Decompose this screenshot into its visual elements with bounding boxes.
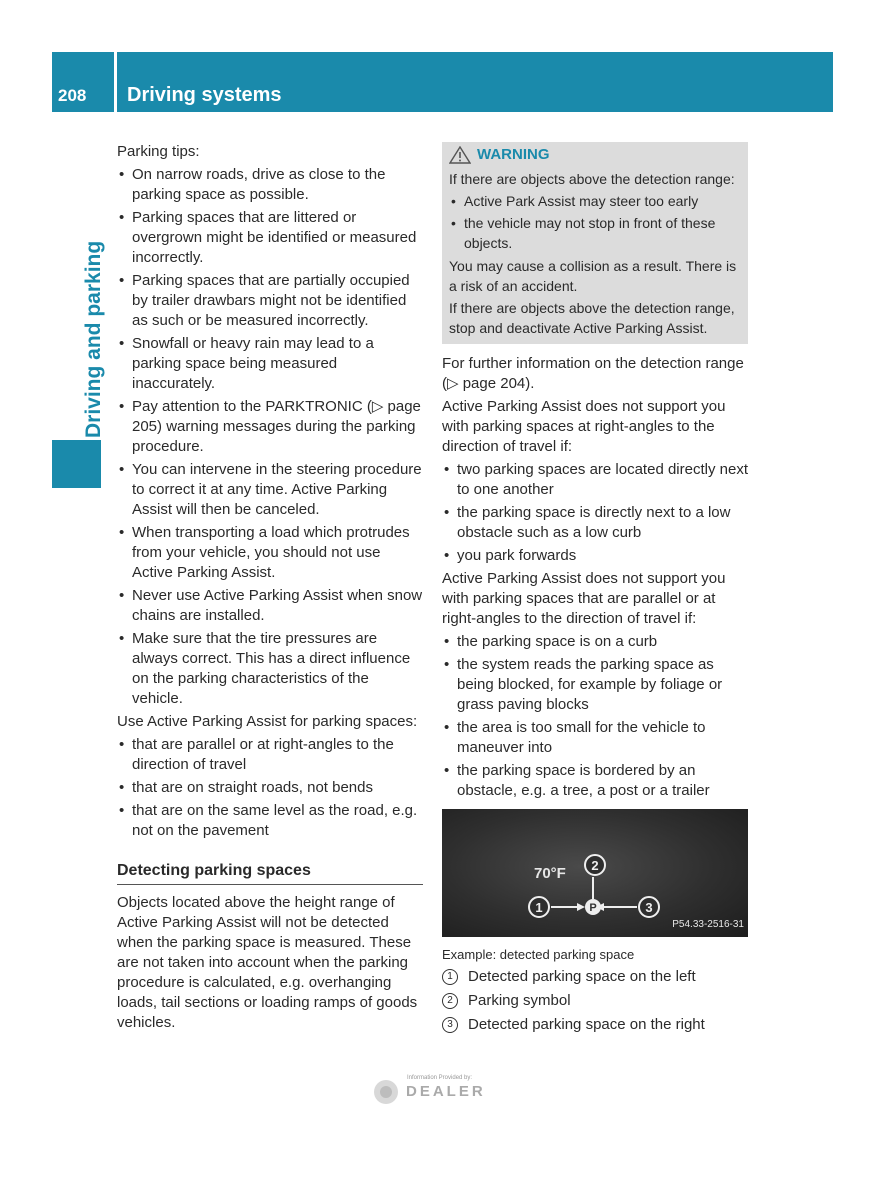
legend-text: Detected parking space on the left [468, 968, 696, 985]
figure-caption-title: Example: detected parking space [442, 947, 635, 962]
list-item: • you park forwards [442, 546, 748, 566]
list-item: • Make sure that the tire pressures are always correct. This has a direct influence on the parking characteristics of the vehicle. [117, 629, 423, 709]
list-item: • Pay attention to the PARKTRONIC (▷ page 205) warning messages during the parking procedure. [117, 397, 423, 457]
list-item: • that are parallel or at right-angles to the direction of travel [117, 735, 423, 775]
list-item: • the parking space is directly next to a low obstacle such as a low curb [442, 503, 748, 543]
right-column [442, 142, 748, 1039]
section-title: Driving systems [127, 84, 282, 106]
legend-text: Parking symbol [468, 992, 571, 1009]
list-item: • that are on straight roads, not bends [117, 778, 423, 798]
parking-tips-list [117, 165, 423, 709]
list-item: • Never use Active Parking Assist when snow chains are installed. [117, 586, 423, 626]
marker-1-label: 1 [535, 900, 543, 915]
parking-tips-title: Parking tips: [117, 143, 200, 160]
list-item: • that are on the same level as the road, e.g. not on the pavement [117, 801, 423, 841]
footer-provided-by: Information Provided by: [407, 1075, 473, 1081]
list-item: • When transporting a load which protrudes from your vehicle, you should not use Active Parking Assist. [117, 523, 423, 583]
parking-symbol: P [589, 902, 597, 914]
warning-box [442, 142, 748, 344]
header-divider [114, 52, 117, 112]
use-for-title: Use Active Parking Assist for parking spaces: [117, 713, 418, 730]
not-support-list-1 [442, 460, 748, 566]
left-column [117, 142, 423, 1036]
warning-title: WARNING [477, 146, 550, 163]
marker-3-label: 3 [645, 900, 653, 915]
warning-consequence: You may cause a collision as a result. There is a risk of an accident. [449, 258, 737, 294]
detecting-text: Objects located above the height range of Active Parking Assist will not be detected when the parking space is measured. These are not taken into account when the parking procedure is calculated, e.g. overhanging loads, tail sections or loading ramps of goods vehicles. [117, 894, 418, 1031]
list-item: • Parking spaces that are partially occupied by trailer drawbars might not be identified as such or be measured incorrectly. [117, 271, 423, 331]
left-arrowhead [577, 903, 585, 911]
further-info: For further information on the detection range (▷ page 204). [442, 355, 744, 392]
legend-item [442, 991, 748, 1011]
list-item: • two parking spaces are located directly next to one another [442, 460, 748, 500]
list-item: • the vehicle may not stop in front of these objects. [449, 213, 740, 253]
side-tab-marker [52, 440, 101, 488]
warning-triangle-icon [449, 146, 471, 164]
list-item: • Active Park Assist may steer too early [449, 191, 740, 211]
page-number: 208 [58, 86, 87, 105]
list-item: • You can intervene in the steering procedure to correct it at any time. Active Parking Assist will then be canceled. [117, 460, 423, 520]
warning-instruction: If there are objects above the detection range, stop and deactivate Active Parking Assist. [449, 300, 735, 336]
legend-number: 2 [442, 993, 458, 1009]
not-support-intro-1: Active Parking Assist does not support you with parking spaces at right-angles to the direction of travel if: [442, 398, 726, 455]
legend-text: Detected parking space on the right [468, 1016, 705, 1033]
legend-number: 3 [442, 1017, 458, 1033]
list-item: • the system reads the parking space as being blocked, for example by foliage or grass paving blocks [442, 655, 748, 715]
legend-item [442, 967, 748, 987]
list-item: • the area is too small for the vehicle to maneuver into [442, 718, 748, 758]
warning-list [449, 191, 740, 253]
temperature-readout: 70°F [534, 865, 566, 882]
warning-intro: If there are objects above the detection range: [449, 171, 735, 187]
legend-number: 1 [442, 969, 458, 985]
list-item: • the parking space is on a curb [442, 632, 748, 652]
parking-display-figure [442, 809, 748, 937]
side-tab-title: Driving and parking [82, 240, 105, 438]
list-item: • On narrow roads, drive as close to the parking space as possible. [117, 165, 423, 205]
marker-2-label: 2 [591, 858, 599, 873]
list-item: • the parking space is bordered by an obstacle, e.g. a tree, a post or a trailer [442, 761, 748, 801]
detecting-heading: Detecting parking spaces [117, 861, 423, 885]
use-for-list [117, 735, 423, 841]
warning-header [449, 145, 740, 165]
figure-code: P54.33-2516-31 [672, 919, 744, 930]
legend-item [442, 1015, 748, 1035]
list-item: • Snowfall or heavy rain may lead to a parking space being measured inaccurately. [117, 334, 423, 394]
not-support-list-2 [442, 632, 748, 801]
not-support-intro-2: Active Parking Assist does not support you with parking spaces that are parallel or at right-angles to the direction of travel if: [442, 570, 726, 627]
footer-brand: DEALER [406, 1083, 486, 1100]
list-item: • Parking spaces that are littered or overgrown might be identified or measured incorrectly. [117, 208, 423, 268]
